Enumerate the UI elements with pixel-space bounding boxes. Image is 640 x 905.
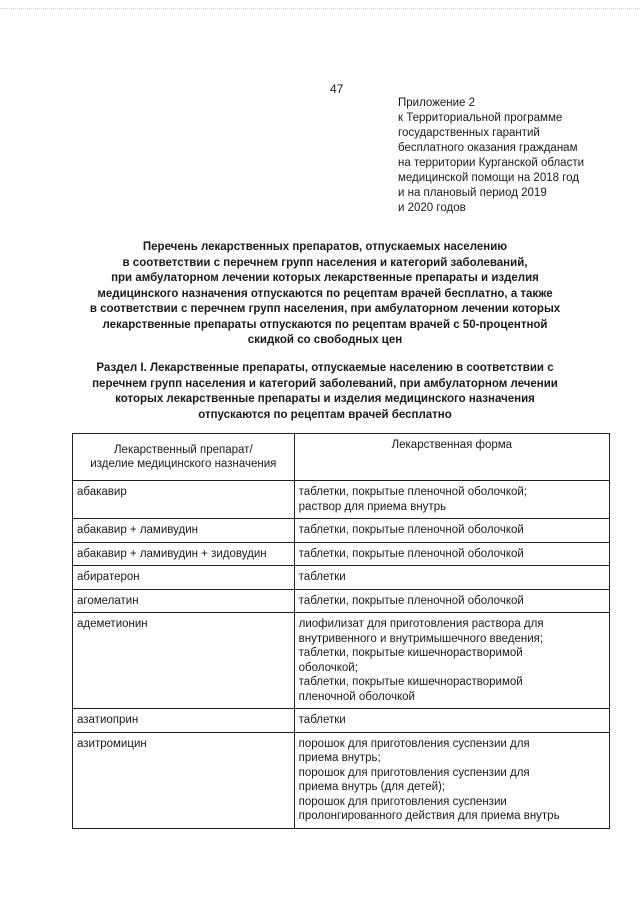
dosage-form bbox=[294, 542, 609, 566]
dosage-form-line: внутривенного и внутримышечного введения; bbox=[298, 632, 544, 645]
section-line: Раздел I. Лекарственные препараты, отпускаемые населению в соответствии с bbox=[96, 362, 554, 374]
dosage-form-line: приема внутрь (для детей); bbox=[298, 781, 446, 793]
dosage-form-line: таблетки, покрытые пленочной оболочкой bbox=[298, 594, 524, 607]
drug-name: абакавир bbox=[73, 481, 295, 519]
dosage-form bbox=[294, 613, 609, 709]
appendix-line: и на плановый период 2019 bbox=[398, 187, 547, 199]
header-drug-name-line: Лекарственный препарат/ bbox=[114, 443, 253, 456]
dosage-form-line: порошок для приготовления суспензии bbox=[298, 795, 507, 808]
drug-name: агомелатин bbox=[73, 589, 295, 613]
dosage-form-line: таблетки, покрытые пленочной оболочкой; bbox=[298, 486, 527, 498]
drug-name: азитромицин bbox=[73, 732, 295, 828]
dosage-form-line: лиофилизат для приготовления раствора для bbox=[298, 618, 544, 630]
title-line: в соответствии с перечнем групп населения и категорий заболеваний, bbox=[122, 256, 528, 269]
dosage-form-line: таблетки, покрытые кишечнорастворимой bbox=[298, 647, 523, 659]
header-drug-name bbox=[73, 434, 295, 481]
dosage-form bbox=[294, 481, 609, 519]
drug-name: азатиоприн bbox=[73, 709, 295, 733]
section-line: перечнем групп населения и категорий заболеваний, при амбулаторном лечении bbox=[92, 377, 558, 390]
title-line: при амбулаторном лечении которых лекарственные препараты и изделия bbox=[111, 272, 539, 284]
dosage-form-line: таблетки, покрытые пленочной оболочкой bbox=[298, 547, 524, 560]
dosage-form bbox=[294, 589, 609, 613]
title-line: в соответствии с перечнем групп населения, при амбулаторном лечении которых bbox=[89, 303, 561, 315]
section-title bbox=[60, 361, 590, 423]
dosage-form-line: порошок для приготовления суспензии для bbox=[298, 737, 530, 750]
dosage-form-line: порошок для приготовления суспензии для bbox=[298, 766, 530, 779]
header-dosage-form: Лекарственная форма bbox=[294, 434, 609, 481]
header-drug-name-line: изделие медицинского назначения bbox=[90, 458, 277, 470]
dosage-form-line: пролонгированного действия для приема внутрь bbox=[298, 810, 560, 822]
dosage-form bbox=[294, 709, 609, 733]
appendix-block bbox=[398, 96, 628, 216]
drug-name: абакавир + ламивудин + зидовудин bbox=[73, 542, 295, 566]
dosage-form-line: таблетки bbox=[298, 714, 346, 726]
scan-artifact-line bbox=[0, 8, 640, 13]
table-row bbox=[73, 589, 610, 613]
dosage-form-line: раствор для приема внутрь bbox=[298, 500, 447, 513]
dosage-form bbox=[294, 732, 609, 828]
drug-name: адеметионин bbox=[73, 613, 295, 709]
title-line: Перечень лекарственных препаратов, отпускаемых населению bbox=[142, 241, 508, 253]
appendix-line: к Территориальной программе bbox=[398, 112, 563, 124]
dosage-form-line: оболочкой; bbox=[298, 661, 358, 674]
dosage-form-line: приема внутрь; bbox=[298, 752, 381, 764]
page-number: 47 bbox=[330, 82, 344, 96]
table-row bbox=[73, 519, 610, 543]
table-row bbox=[73, 613, 610, 709]
drug-name: абакавир + ламивудин bbox=[73, 519, 295, 543]
dosage-form bbox=[294, 519, 609, 543]
appendix-line: бесплатного оказания гражданам bbox=[398, 142, 578, 154]
table-row bbox=[73, 709, 610, 733]
drug-table bbox=[72, 433, 610, 829]
appendix-line: государственных гарантий bbox=[398, 127, 540, 139]
drug-name: абиратерон bbox=[73, 566, 295, 590]
dosage-form-line: таблетки bbox=[298, 571, 346, 583]
table-row bbox=[73, 566, 610, 590]
title-line: медицинского назначения отпускаются по рецептам врачей бесплатно, а также bbox=[97, 287, 553, 300]
table-row bbox=[73, 732, 610, 828]
table-row bbox=[73, 542, 610, 566]
dosage-form-line: таблетки, покрытые кишечнорастворимой bbox=[298, 676, 523, 688]
appendix-line: Приложение 2 bbox=[398, 97, 476, 109]
table-header-row bbox=[73, 434, 610, 481]
table-row bbox=[73, 481, 610, 519]
section-line: которых лекарственные препараты и изделия медицинского назначения bbox=[115, 393, 535, 405]
appendix-line: медицинской помощи на 2018 год bbox=[398, 172, 579, 184]
appendix-line: на территории Курганской области bbox=[398, 157, 585, 169]
title-line: лекарственные препараты отпускаются по рецептам врачей с 50-процентной bbox=[102, 318, 548, 331]
dosage-form-line: пленочной оболочкой bbox=[298, 690, 415, 703]
dosage-form-line: таблетки, покрытые пленочной оболочкой bbox=[298, 524, 524, 536]
section-line: отпускаются по рецептам врачей бесплатно bbox=[198, 408, 452, 421]
document-title bbox=[60, 240, 590, 349]
appendix-line: и 2020 годов bbox=[398, 202, 466, 214]
dosage-form bbox=[294, 566, 609, 590]
title-line: скидкой со свободных цен bbox=[247, 334, 403, 346]
